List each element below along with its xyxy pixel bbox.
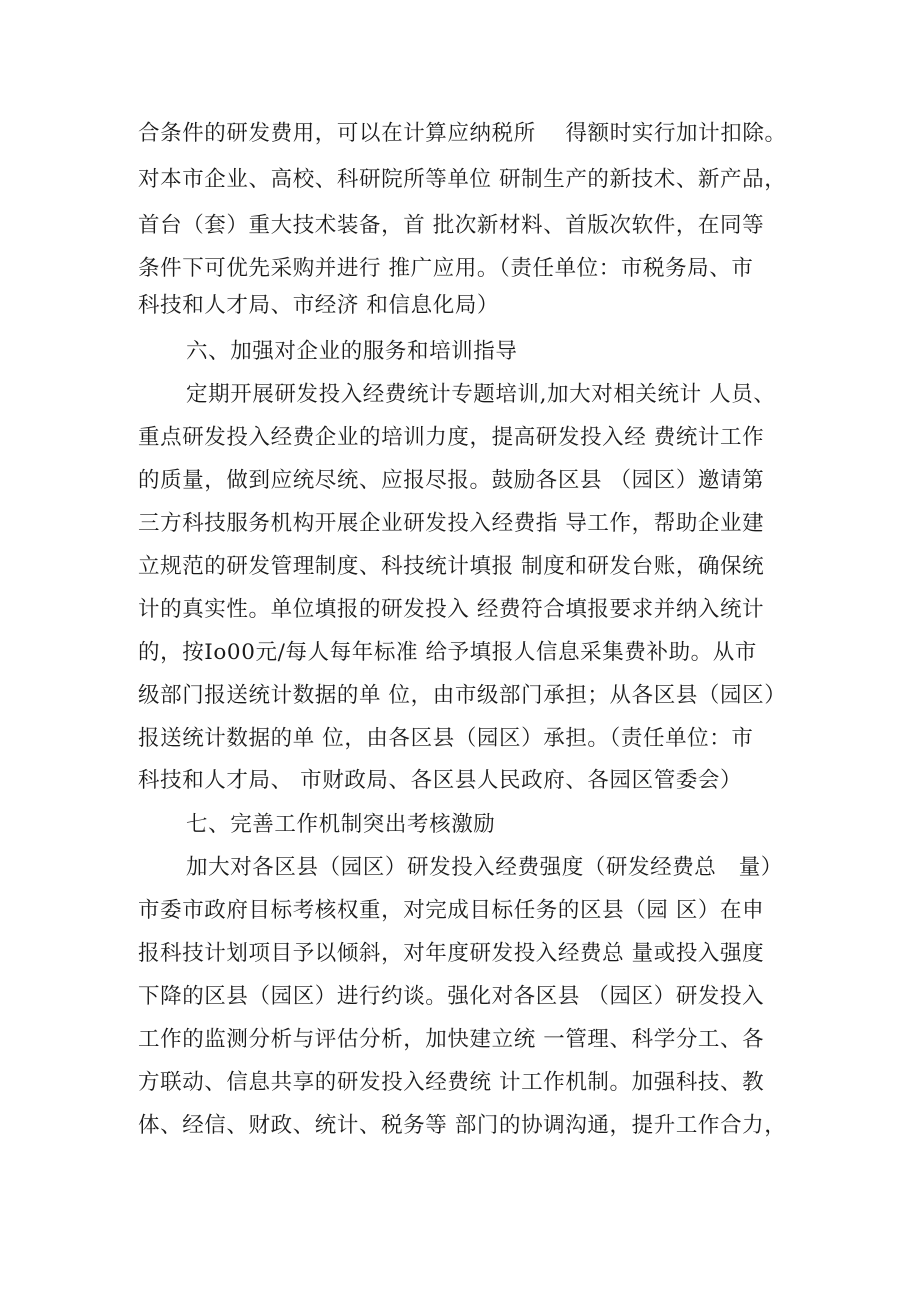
paragraph-line: 报科技计划项目予以倾斜，对年度研发投入经费总 量或投入强度	[138, 941, 765, 966]
paragraph-line: 体、经信、财政、统计、税务等 部门的协调沟通，提升工作合力，	[138, 1113, 787, 1138]
paragraph-line: 工作的监测分析与评估分析，加快建立统 一管理、科学分工、各	[138, 1027, 765, 1052]
paragraph-line: 合条件的研发费用，可以在计算应纳税所 得额时实行加计扣除。	[138, 121, 787, 146]
paragraph-line: 的质量，做到应统尽统、应报尽报。鼓励各区县 （园区）邀请第	[138, 468, 765, 493]
paragraph-line: 重点研发投入经费企业的培训力度，提高研发投入经 费统计工作	[138, 425, 765, 450]
section-heading-6: 六、加强对企业的服务和培训指导	[186, 339, 518, 364]
paragraph-line: 立规范的研发管理制度、科技统计填报 制度和研发台账，确保统	[138, 554, 765, 579]
paragraph-line: 定期开展研发投入经费统计专题培训,加大对相关统计 人员、	[186, 382, 776, 407]
section-heading-7: 七、完善工作机制突出考核激励	[186, 812, 496, 837]
paragraph-line: 市委市政府目标考核权重，对完成目标任务的区县（园 区）在申	[138, 898, 765, 923]
paragraph-line: 科技和人才局、 市财政局、各区县人民政府、各园区管委会）	[138, 768, 743, 793]
paragraph-line: 报送统计数据的单 位，由各区县（园区）承担。（责任单位：市	[138, 726, 754, 751]
paragraph-line: 计的真实性。单位填报的研发投入 经费符合填报要求并纳入统计	[138, 597, 765, 622]
paragraph-line: 下降的区县（园区）进行约谈。强化对各区县 （园区）研发投入	[138, 984, 765, 1009]
paragraph-line: 级部门报送统计数据的单 位，由市级部门承担；从各区县（园区）	[138, 683, 787, 708]
paragraph-line: 条件下可优先采购并进行 推广应用。（责任单位：市税务局、市	[138, 256, 754, 281]
paragraph-line: 科技和人才局、市经济 和信息化局）	[138, 293, 500, 318]
paragraph-line: 加大对各区县（园区）研发投入经费强度（研发经费总 量）	[186, 855, 783, 880]
paragraph-line: 方联动、信息共享的研发投入经费统 计工作机制。加强科技、教	[138, 1070, 765, 1095]
paragraph-line: 对本市企业、高校、科研院所等单位 研制生产的新技术、新产品，	[138, 167, 787, 192]
paragraph-line: 的，按Io00元/每人每年标准 给予填报人信息采集费补助。从市	[138, 640, 757, 665]
paragraph-line: 首台（套）重大技术装备，首 批次新材料、首版次软件，在同等	[138, 213, 765, 238]
paragraph-line: 三方科技服务机构开展企业研发投入经费指 导工作，帮助企业建	[138, 511, 765, 536]
